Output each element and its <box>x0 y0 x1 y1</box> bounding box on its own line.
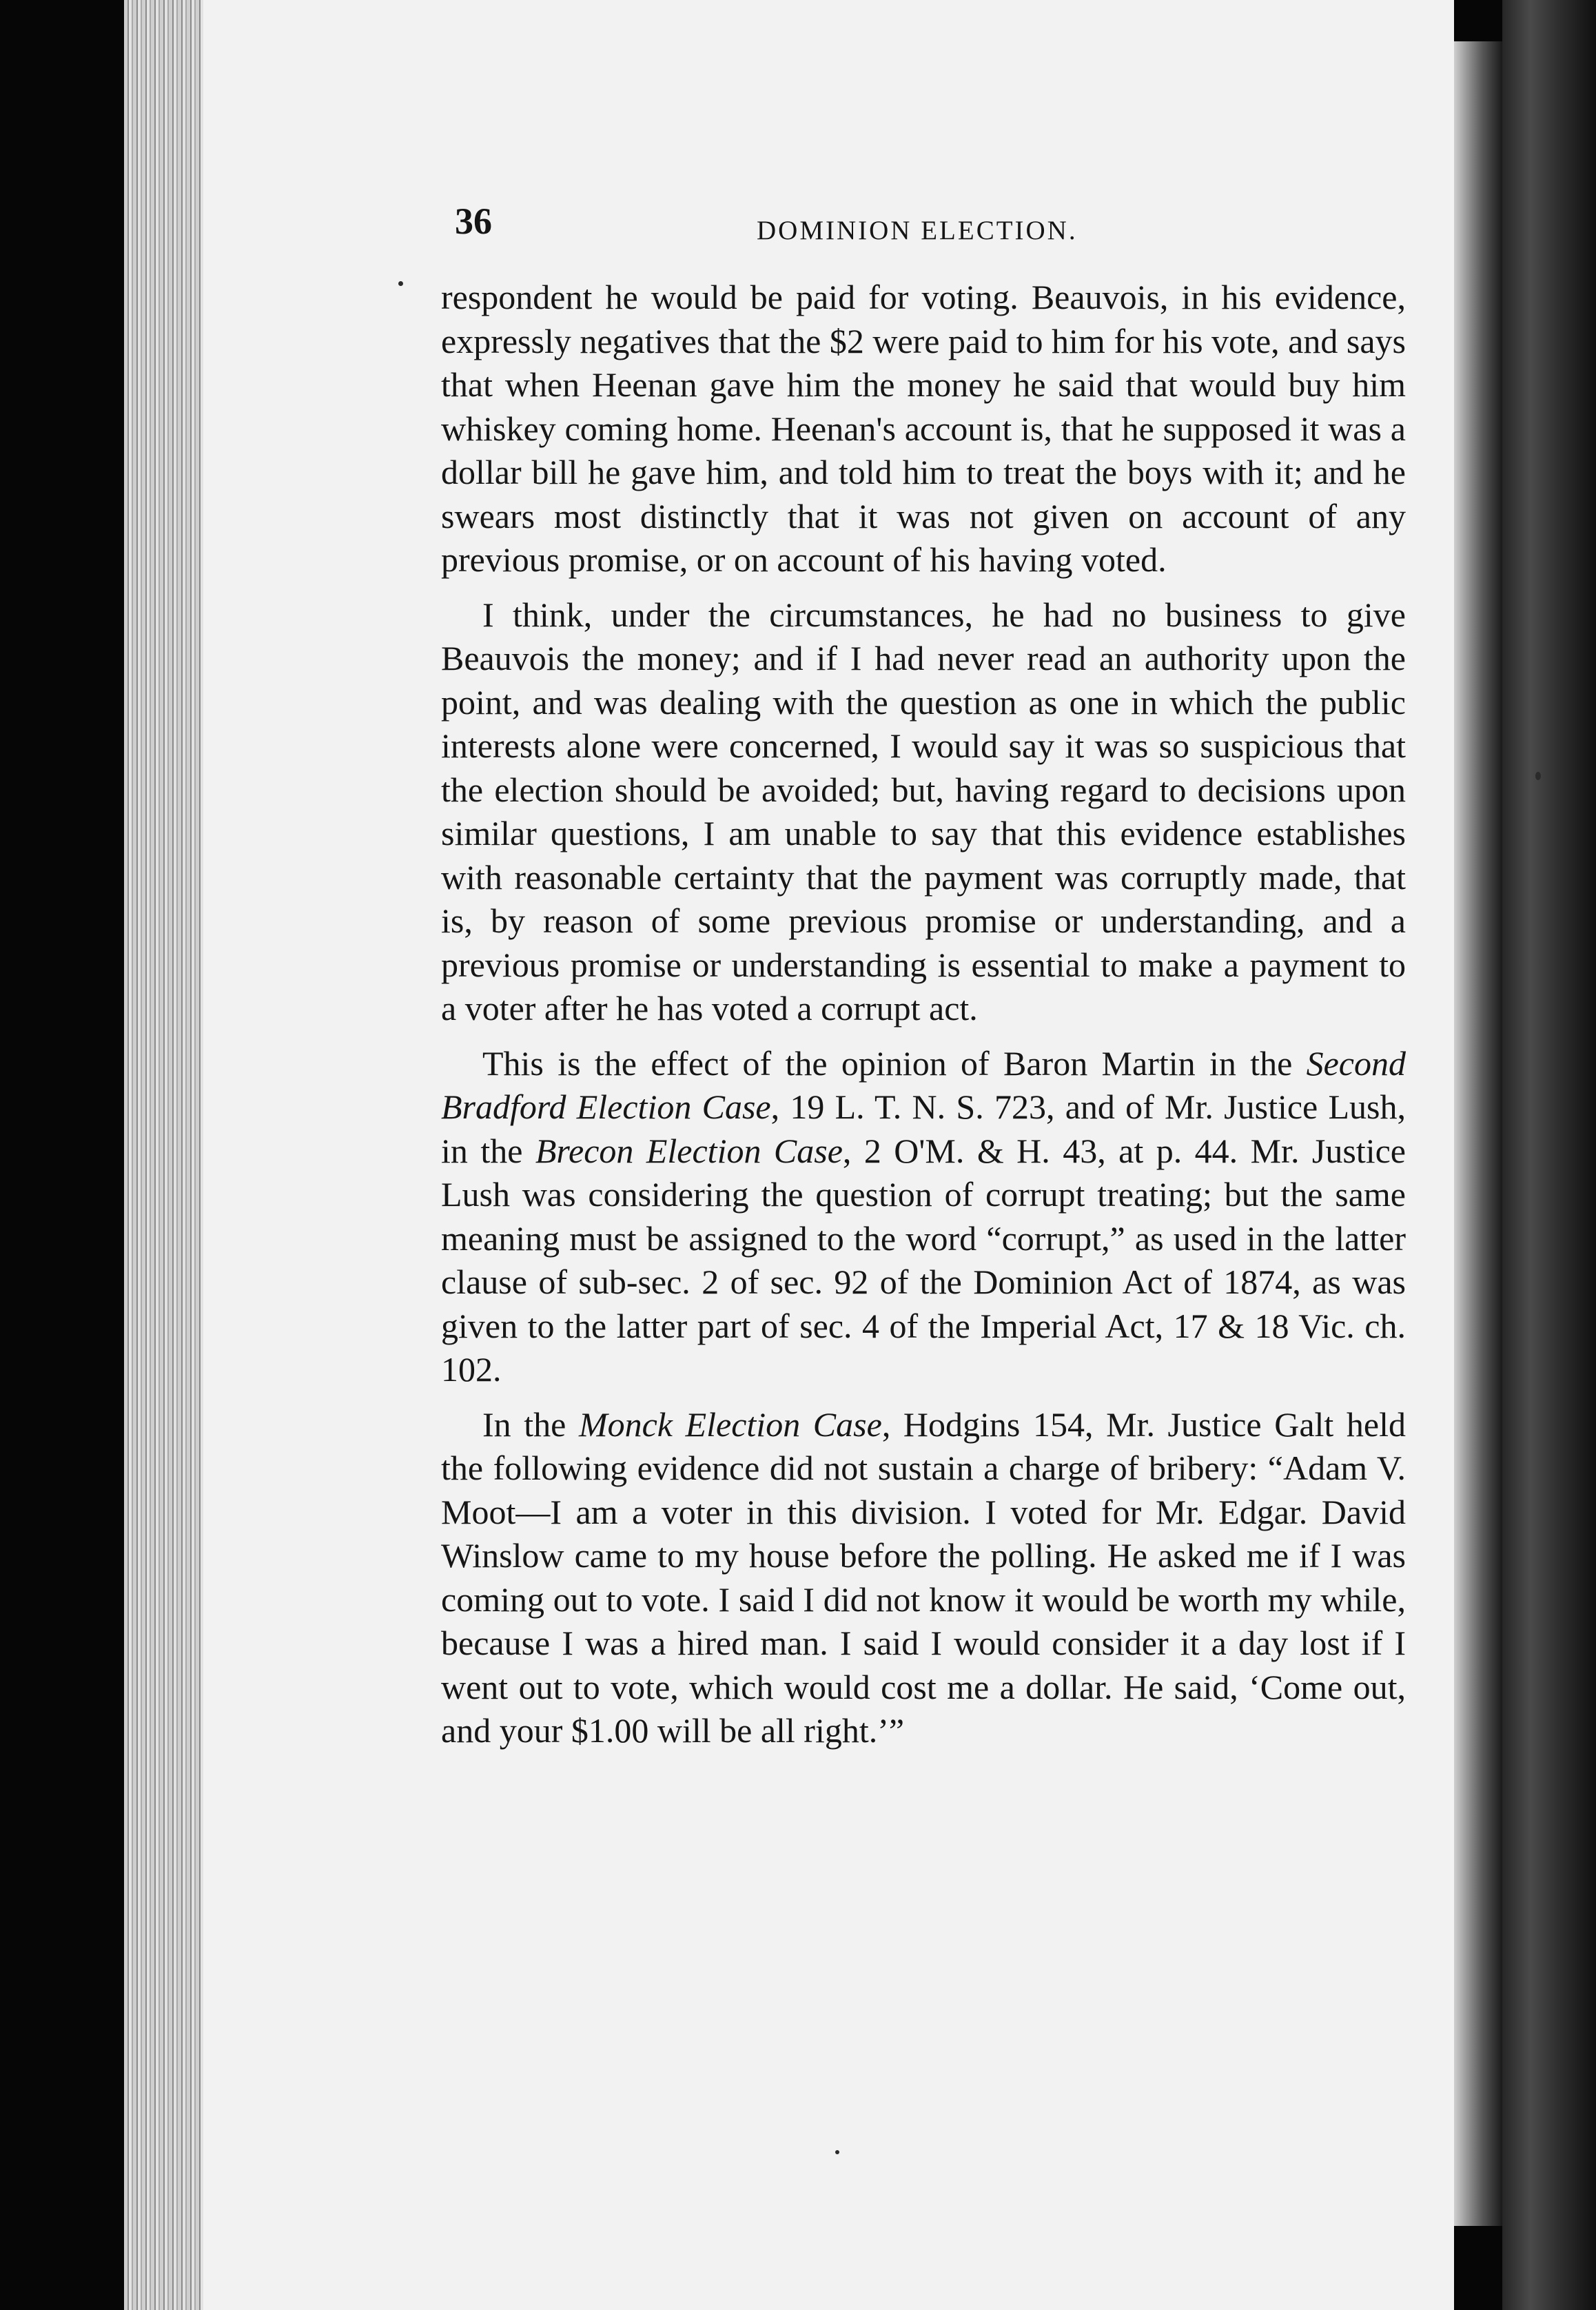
paragraph-3 <box>441 1042 1406 1392</box>
running-head <box>455 200 1420 255</box>
paragraph-3-text-c: , 2 O'M. & H. 43, at p. 44. Mr. Justice Lush was considering the question of corrupt treating; but the same meaning must be assigned to the word “corrupt,” as used in the latter clause of sub-sec. 2 of sec. 92 of the Dominion Act of 1874, as was given to the latter part of sec. 4 of the Imperial Act, 17 & 18 Vic. ch. 102. <box>441 1131 1406 1389</box>
print-speck <box>1535 772 1541 780</box>
print-speck <box>398 281 403 286</box>
case-name-brecon: Brecon Election Case <box>535 1131 843 1170</box>
paragraph-2: I think, under the circumstances, he had no business to give Beauvois the money; and if I had never read an authority upon the point, and was dealing with the question as one in which the public interests alone were concerned, I would say it was so suspicious that the election should be avoided; but, having regard to decisions upon similar questions, I am unable to say that this evidence establishes with reasonable certainty that the payment was corruptly made, that is, by reason of some previous promise or understanding, and a previous promise or understanding is essential to make a payment to a voter after he has voted a corrupt act. <box>441 595 1406 1028</box>
page-edges-left <box>124 0 203 2310</box>
paragraph-4 <box>441 1403 1406 1753</box>
paragraph-3-text-b: , 19 L. T. N. S. 723, and of Mr. Justice Lush, in the <box>441 1087 1406 1170</box>
paragraph-4-text-a: In the <box>482 1404 579 1444</box>
body-text <box>441 276 1406 1753</box>
paragraph-1: respondent he would be paid for voting. Beauvois, in his evidence, expressly negatives that the $2 were paid to him for his vote, and says that when Heenan gave him the money he said that would buy him whiskey coming home. Heenan's account is, that he supposed it was a dollar bill he gave him, and told him to treat the boys with it; and he swears most distinctly that it was not given on account of any previous promise, or on account of his having voted. <box>441 278 1406 579</box>
book-cover-edge <box>1502 0 1596 2310</box>
page-number: 36 <box>455 201 492 242</box>
print-speck <box>835 2150 839 2154</box>
running-head-title: DOMINION ELECTION. <box>757 216 1078 245</box>
case-name-monck: Monck Election Case <box>578 1404 882 1444</box>
page-gutter-shadow <box>1454 41 1502 2226</box>
paragraph-4-text-b: , Hodgins 154, Mr. Justice Galt held the following evidence did not sustain a charge of bribery: “Adam V. Moot—I am a voter in this division. I voted for Mr. Edgar. David Winslow came to my house before the polling. He asked me if I was coming out to vote. I said I did not know it would be worth my while, because I was a hired man. I said I would consider it a day lost if I went out to vote, which would cost me a dollar. He said, ‘Come out, and your $1.00 will be all right.’” <box>441 1404 1406 1750</box>
paragraph-3-text-a: This is the effect of the opinion of Baron Martin in the <box>482 1043 1307 1083</box>
case-name-second-bradford: Second Bradford Election Case <box>441 1043 1406 1126</box>
